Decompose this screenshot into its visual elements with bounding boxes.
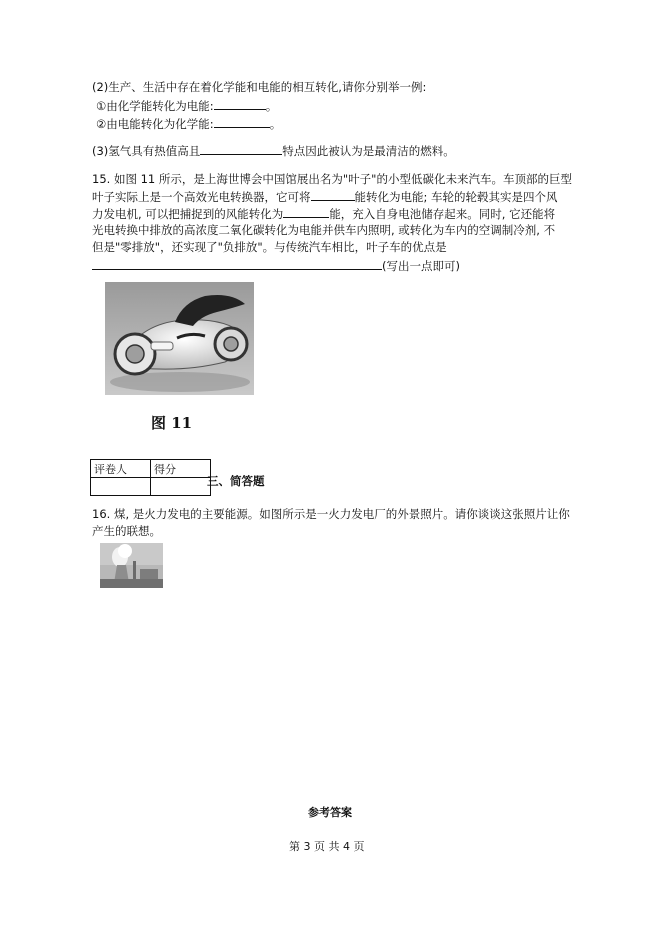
q14-part3 [92, 143, 455, 158]
answer-blank[interactable] [283, 206, 329, 218]
q14-part3-start: (3)氢气具有热值高且 [92, 144, 201, 158]
page-footer: 第 3 页 共 4 页 [289, 840, 365, 853]
power-plant-image [100, 543, 163, 588]
q15-line2-end: 能转化为电能; 车轮的轮毂其实是四个风 [354, 190, 558, 204]
q14-item2-label: ②由电能转化为化学能: [96, 117, 214, 131]
answer-blank[interactable] [92, 258, 382, 270]
q14-item1-end: 。 [265, 99, 278, 113]
answer-blank[interactable] [214, 98, 266, 110]
q14-part2-intro: (2)生产、生活中存在着化学能和电能的相互转化,请你分别举一例: [92, 80, 427, 94]
q16-line1: 16. 煤, 是火力发电的主要能源。如图所示是一火力发电厂的外景照片。请你谈谈这张照片让你 [92, 507, 570, 521]
power-plant-photo [100, 543, 163, 588]
figure-11-caption: 图 11 [151, 414, 193, 432]
q15-line2-start: 叶子实际上是一个高效光电转换器，它可将 [92, 190, 311, 204]
q15-line4: 光电转换中排放的高浓度二氧化碳转化为电能并供车内照明, 或转化为车内的空调制冷剂, 不 [92, 223, 556, 237]
score-table-score-cell[interactable] [151, 478, 211, 496]
q15-line2 [92, 189, 558, 204]
leaf-car-image [105, 282, 254, 395]
answer-blank[interactable] [214, 116, 270, 128]
q14-item2-end: 。 [269, 117, 282, 131]
q14-item1 [96, 98, 277, 113]
score-table-header-grader: 评卷人 [91, 460, 151, 478]
q15-line3-start: 力发电机, 可以把捕捉到的风能转化为 [92, 207, 284, 221]
section-3-title: 三、简答题 [207, 474, 265, 488]
score-table-grader-cell[interactable] [91, 478, 151, 496]
leaf-car-photo [105, 282, 254, 395]
q14-part3-end: 特点因此被认为是最清洁的燃料。 [282, 144, 455, 158]
q15-line6-end: (写出一点即可) [382, 259, 460, 273]
q15-line5: 但是"零排放"，还实现了"负排放"。与传统汽车相比，叶子车的优点是 [92, 240, 447, 254]
q15-line3 [92, 206, 555, 221]
score-table [90, 459, 211, 496]
score-table-header-score: 得分 [151, 460, 211, 478]
answer-blank[interactable] [200, 143, 282, 155]
q14-item1-label: ①由化学能转化为电能: [96, 99, 214, 113]
answer-title: 参考答案 [308, 806, 352, 819]
q15-line6 [92, 258, 460, 273]
q14-item2 [96, 116, 281, 131]
answer-blank[interactable] [311, 189, 355, 201]
q15-line3-end: 能，充入自身电池储存起来。同时, 它还能将 [329, 207, 556, 221]
q15-line1: 15. 如图 11 所示，是上海世博会中国馆展出名为"叶子"的小型低碳化未来汽车。车顶部的巨型 [92, 172, 572, 186]
q16-line2: 产生的联想。 [92, 524, 161, 538]
